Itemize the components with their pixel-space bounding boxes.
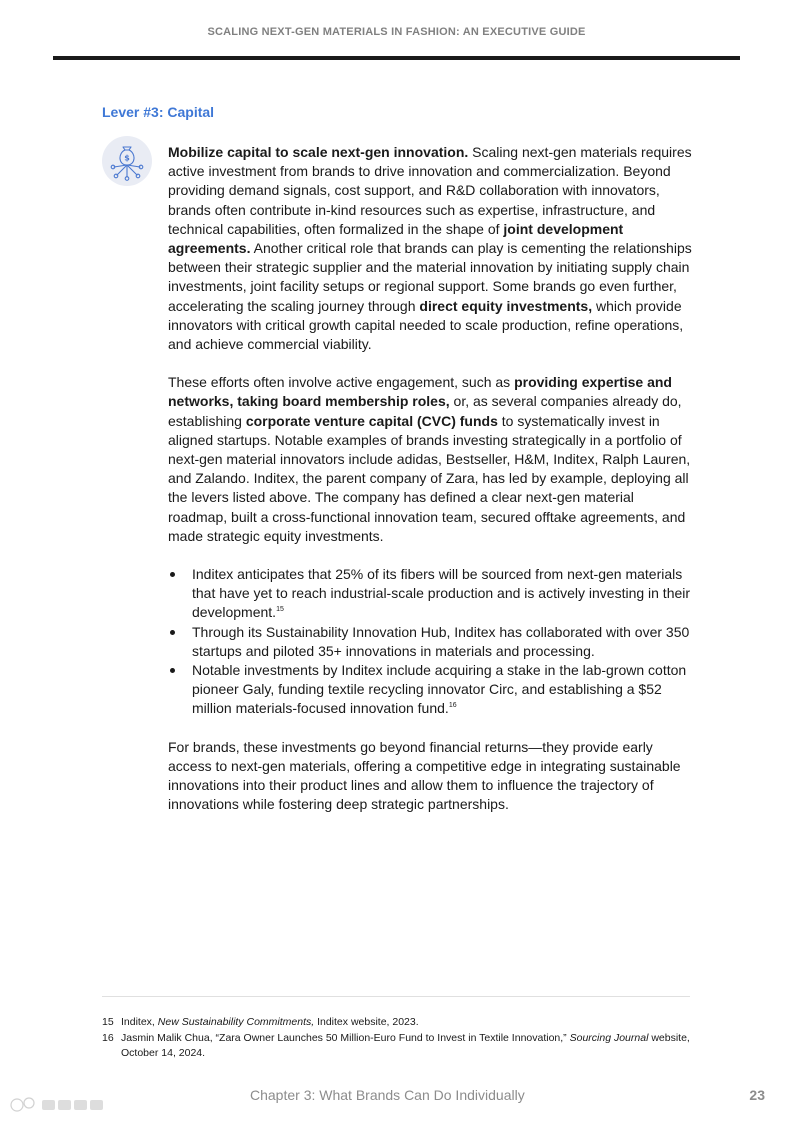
svg-text:$: $ [124,153,130,163]
paragraph-active-engagement [168,373,693,546]
bullet-text: Through its Sustainability Innovation Hub, Inditex has collaborated with over 350 startups and piloted 35+ innovations in materials and processing. [192,623,690,659]
footnote-text: Jasmin Malik Chua, “Zara Owner Launches 50 Million-Euro Fund to Invest in Textile Innovation,” [121,1031,570,1044]
paragraph-conclusion [168,738,693,815]
text-run: which provide innovators with critical growth capital needed to scale production, refine operations, and achieve commercial viability. [168,297,684,353]
list-item [168,623,693,661]
list-item [168,565,693,623]
inditex-bullet-list [168,565,693,719]
text-run: Another critical role that brands can play is cementing the relationships between their strategic supplier and the material innovation by initiating supply chain investments, joint facility setups or regional support. Some brands go even further, accelerating the scaling journey through [168,240,692,314]
emphasis: corporate venture capital (CVC) funds [245,412,498,429]
running-header: SCALING NEXT-GEN MATERIALS IN FASHION: AN EXECUTIVE GUIDE [207,26,586,38]
bullet-text: Notable investments by Inditex include acquiring a stake in the lab-grown cotton pioneer Galy, funding textile recycling innovator Circ, and establishing a $52 million materials-focused innovation fund. [192,662,687,717]
paragraph-mobilize-capital [168,143,693,354]
footnote-text: website, October 14, 2024. [121,1031,690,1059]
list-item [168,661,693,719]
emphasis: joint development agreements. [168,220,624,257]
footnote-text: Inditex, [121,1016,158,1028]
text-run: to systematically invest in aligned startups. Notable examples of brands investing strategically in a portfolio of next-gen material innovators include adidas, Bestseller, H&M, Inditex, Ralph Lauren, and Zalando. Inditex, the parent company of Zara, has led by example, deploying all the levers listed above. The company has defined a clear next-gen material roadmap, built a cross-functional innovation team, secured offtake agreements, and made strategic equity investments. [168,412,691,544]
footnote-number: 15 [102,1016,114,1028]
footnotes [102,1015,692,1062]
text-run: Scaling next-gen materials requires active investment from brands to drive innovation and commercialization. Beyond providing demand signals, cost support, and R&D collaboration with innovators, brands often contribute in-kind resources such as expertise, infrastructure, and technical capabilities, often formalized in the shape of [168,144,692,237]
emphasis: providing expertise and networks, taking board membership roles, [168,374,672,410]
text-run: or, as several companies already do, establishing [168,393,682,429]
watermark-logo [8,1094,108,1116]
footnote-number: 16 [102,1031,114,1044]
lead-in: Mobilize capital to scale next-gen innovation. [168,144,469,160]
footer-chapter: Chapter 3: What Brands Can Do Individually [250,1087,525,1103]
section-title: Lever #3: Capital [102,104,215,120]
footnote-15 [102,1015,692,1031]
header-rule [53,56,740,60]
bullet-text: Inditex anticipates that 25% of its fibers will be sourced from next-gen materials that have yet to reach industrial-scale production and is actively investing in their development. [192,566,691,621]
money-bag-network-icon [102,136,152,186]
text-run: For brands, these investments go beyond financial returns—they provide early access to next-gen materials, offering a competitive edge in integrating sustainable innovations into their product lines and allow them to influence the trajectory of innovations while fostering deep strategic partnerships. [168,738,681,813]
emphasis: direct equity investments, [419,297,593,314]
footnote-ref[interactable]: 16 [448,702,457,710]
footnote-text: Inditex website, 2023. [314,1016,419,1028]
footnote-divider [102,996,690,997]
body-content [168,143,693,834]
footnote-16 [102,1031,692,1062]
footnote-title: New Sustainability Commitments, [157,1016,315,1028]
footnote-title: Sourcing Journal [569,1031,649,1044]
text-run: These efforts often involve active engagement, such as [168,374,515,391]
footnote-ref[interactable]: 15 [276,606,284,614]
page-number: 23 [749,1087,765,1103]
